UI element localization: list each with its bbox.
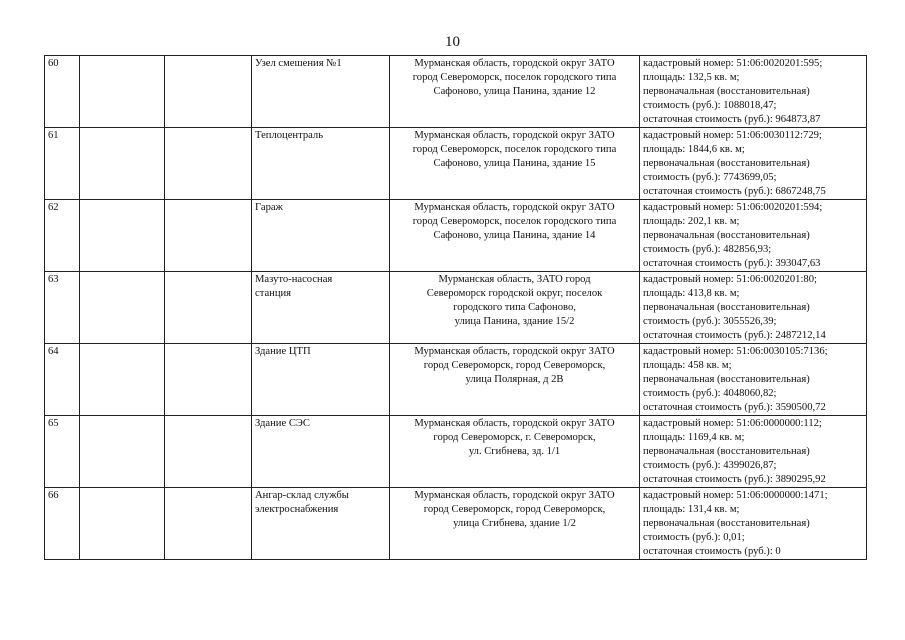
- object-details-line: остаточная стоимость (руб.): 2487212,14: [643, 330, 826, 341]
- object-address-line: улица Сгибнева, здание 1/2: [453, 518, 576, 529]
- object-details-line: остаточная стоимость (руб.): 3590500,72: [643, 402, 826, 413]
- object-details-line: площадь: 1844,6 кв. м;: [643, 144, 745, 155]
- empty-cell: [165, 128, 252, 200]
- object-details-line: первоначальная (восстановительная): [643, 302, 810, 313]
- object-name: [252, 272, 390, 344]
- object-details-line: кадастровый номер: 51:06:0020201:595;: [643, 58, 823, 69]
- table-row: [45, 416, 867, 488]
- empty-cell: [80, 56, 165, 128]
- empty-cell: [80, 200, 165, 272]
- empty-cell: [165, 200, 252, 272]
- object-details-line: площадь: 413,8 кв. м;: [643, 288, 740, 299]
- object-details-line: стоимость (руб.): 4048060,82;: [643, 388, 777, 399]
- object-address-line: город Североморск, поселок городского типа: [412, 72, 617, 83]
- object-details: [640, 56, 867, 128]
- row-number: 61: [45, 128, 80, 200]
- empty-cell: [165, 344, 252, 416]
- object-details-line: стоимость (руб.): 0,01;: [643, 532, 745, 543]
- object-address-line: Мурманская область, городской округ ЗАТО: [414, 490, 615, 501]
- object-details-line: первоначальная (восстановительная): [643, 158, 810, 169]
- row-number: 65: [45, 416, 80, 488]
- object-details-line: кадастровый номер: 51:06:0020201:80;: [643, 274, 817, 285]
- object-details: [640, 416, 867, 488]
- object-details-line: остаточная стоимость (руб.): 0: [643, 546, 781, 557]
- object-name-line: станция: [255, 288, 292, 299]
- object-details-line: остаточная стоимость (руб.): 6867248,75: [643, 186, 826, 197]
- object-details: [640, 128, 867, 200]
- object-details-line: стоимость (руб.): 3055526,39;: [643, 316, 777, 327]
- object-address: [390, 56, 640, 128]
- object-details-line: кадастровый номер: 51:06:0020201:594;: [643, 202, 823, 213]
- object-details-line: площадь: 1169,4 кв. м;: [643, 432, 745, 443]
- object-name-line: Узел смешения №1: [255, 58, 342, 69]
- object-details-line: стоимость (руб.): 1088018,47;: [643, 100, 777, 111]
- object-details: [640, 272, 867, 344]
- object-details-line: первоначальная (восстановительная): [643, 374, 810, 385]
- row-number: 66: [45, 488, 80, 560]
- object-name: [252, 344, 390, 416]
- object-details-line: первоначальная (восстановительная): [643, 230, 810, 241]
- row-number: 62: [45, 200, 80, 272]
- object-address: [390, 200, 640, 272]
- empty-cell: [165, 56, 252, 128]
- object-details-line: стоимость (руб.): 4399026,87;: [643, 460, 777, 471]
- object-name: [252, 488, 390, 560]
- object-name: [252, 56, 390, 128]
- empty-cell: [80, 488, 165, 560]
- object-details-line: кадастровый номер: 51:06:0000000:112;: [643, 418, 822, 429]
- object-details-line: остаточная стоимость (руб.): 964873,87: [643, 114, 821, 125]
- object-details: [640, 344, 867, 416]
- object-details-line: площадь: 132,5 кв. м;: [643, 72, 740, 83]
- empty-cell: [80, 416, 165, 488]
- object-details-line: площадь: 458 кв. м;: [643, 360, 732, 371]
- object-name-line: Мазуто-насосная: [255, 274, 333, 285]
- object-address-line: Североморск городской округ, поселок: [426, 288, 603, 299]
- empty-cell: [165, 488, 252, 560]
- object-address-line: город Североморск, поселок городского типа: [412, 216, 617, 227]
- object-address-line: Мурманская область, городской округ ЗАТО: [414, 130, 615, 141]
- table-row: [45, 128, 867, 200]
- table-row: [45, 272, 867, 344]
- object-name-line: Здание ЦТП: [255, 346, 311, 357]
- object-address-line: Мурманская область, городской округ ЗАТО: [414, 346, 615, 357]
- object-details-line: кадастровый номер: 51:06:0000000:1471;: [643, 490, 828, 501]
- object-name: [252, 416, 390, 488]
- object-details-line: стоимость (руб.): 7743699,05;: [643, 172, 777, 183]
- object-details-line: кадастровый номер: 51:06:0030105:7136;: [643, 346, 828, 357]
- object-address-line: ул. Сгибнева, зд. 1/1: [468, 446, 561, 457]
- table-row: [45, 488, 867, 560]
- empty-cell: [80, 272, 165, 344]
- object-address: [390, 416, 640, 488]
- object-name-line: Теплоцентраль: [255, 130, 324, 141]
- property-registry-table: [44, 55, 867, 560]
- object-details-line: площадь: 202,1 кв. м;: [643, 216, 740, 227]
- object-address-line: Мурманская область, ЗАТО город: [438, 274, 591, 285]
- object-address-line: Сафоново, улица Панина, здание 15: [433, 158, 596, 169]
- empty-cell: [80, 128, 165, 200]
- object-address: [390, 488, 640, 560]
- row-number: 63: [45, 272, 80, 344]
- row-number: 64: [45, 344, 80, 416]
- object-name: [252, 200, 390, 272]
- object-address-line: Мурманская область, городской округ ЗАТО: [414, 58, 615, 69]
- empty-cell: [165, 416, 252, 488]
- row-number: 60: [45, 56, 80, 128]
- object-details-line: кадастровый номер: 51:06:0030112:729;: [643, 130, 822, 141]
- object-details-line: остаточная стоимость (руб.): 3890295,92: [643, 474, 826, 485]
- empty-cell: [80, 344, 165, 416]
- object-address-line: город Североморск, поселок городского типа: [412, 144, 617, 155]
- object-details-line: первоначальная (восстановительная): [643, 86, 810, 97]
- object-address-line: Сафоново, улица Панина, здание 14: [433, 230, 596, 241]
- object-address-line: город Североморск, город Североморск,: [423, 360, 606, 371]
- object-name-line: электроснабжения: [255, 504, 339, 515]
- object-address-line: Мурманская область, городской округ ЗАТО: [414, 418, 615, 429]
- object-address-line: городского типа Сафоново,: [453, 302, 576, 313]
- table-row: [45, 56, 867, 128]
- object-address-line: город Североморск, г. Североморск,: [433, 432, 596, 443]
- object-details-line: стоимость (руб.): 482856,93;: [643, 244, 772, 255]
- object-details-line: первоначальная (восстановительная): [643, 518, 810, 529]
- object-name-line: Ангар-склад службы: [255, 490, 349, 501]
- object-address-line: Мурманская область, городской округ ЗАТО: [414, 202, 615, 213]
- object-details-line: остаточная стоимость (руб.): 393047,63: [643, 258, 821, 269]
- object-address: [390, 128, 640, 200]
- object-address-line: улица Панина, здание 15/2: [454, 316, 575, 327]
- object-address-line: Сафоново, улица Панина, здание 12: [433, 86, 596, 97]
- table-row: [45, 344, 867, 416]
- registry-body: [45, 56, 867, 560]
- page-number: 10: [445, 34, 460, 50]
- object-address-line: улица Полярная, д 2В: [465, 374, 564, 385]
- object-details: [640, 200, 867, 272]
- object-address-line: город Североморск, город Североморск,: [423, 504, 606, 515]
- table-row: [45, 200, 867, 272]
- object-name-line: Гараж: [255, 202, 283, 213]
- object-address: [390, 272, 640, 344]
- empty-cell: [165, 272, 252, 344]
- object-details-line: площадь: 131,4 кв. м;: [643, 504, 740, 515]
- object-address: [390, 344, 640, 416]
- object-name-line: Здание СЭС: [255, 418, 310, 429]
- object-details-line: первоначальная (восстановительная): [643, 446, 810, 457]
- object-details: [640, 488, 867, 560]
- object-name: [252, 128, 390, 200]
